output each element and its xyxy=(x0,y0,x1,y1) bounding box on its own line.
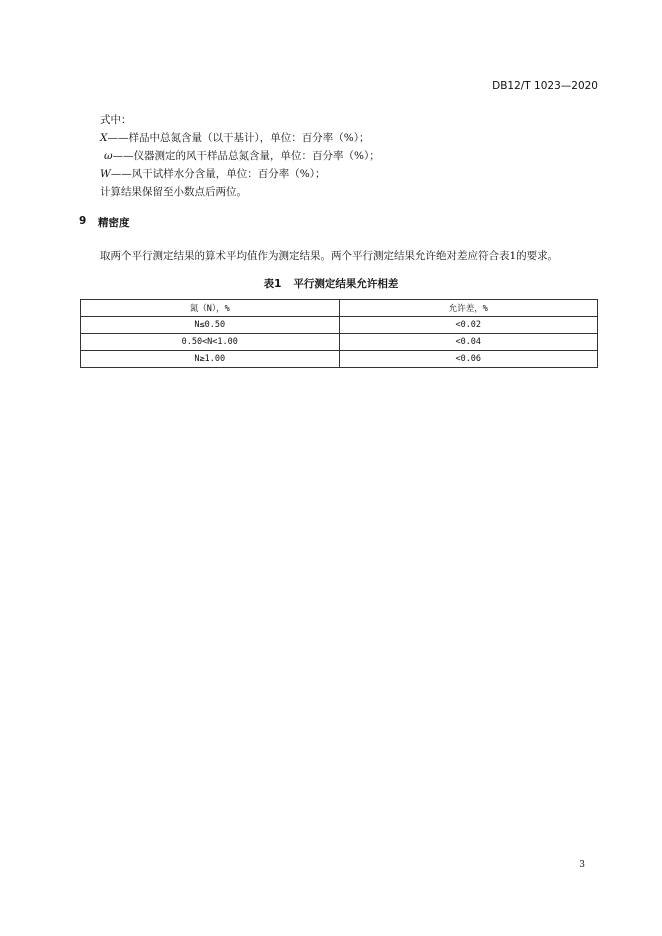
section-paragraph: 取两个平行测定结果的算术平均值作为测定结果。两个平行测定结果允许绝对差应符合表1的要求。 xyxy=(100,250,559,262)
definition-omega xyxy=(104,148,380,163)
formula-intro: 式中： xyxy=(100,114,132,126)
allowed-difference-cell: <0.06 xyxy=(339,351,598,368)
table-caption-label: 表1 xyxy=(263,278,282,290)
page-number: 3 xyxy=(579,860,585,870)
definition-x xyxy=(100,130,369,145)
precision-table xyxy=(80,299,598,368)
section-number: 9 xyxy=(79,215,87,227)
nitrogen-range-cell: N≤0.50 xyxy=(81,317,340,334)
allowed-difference-cell: <0.02 xyxy=(339,317,598,334)
table-row xyxy=(81,334,598,351)
table-caption-title: 平行测定结果允许相差 xyxy=(293,278,399,290)
section-title: 精密度 xyxy=(98,217,130,229)
definition-omega-text: ——仪器测定的风干样品总氮含量，单位：百分率（%）； xyxy=(112,150,380,162)
table-header-row xyxy=(81,300,598,317)
definition-w-text: ——风干试样水分含量，单位：百分率（%）； xyxy=(110,168,326,180)
symbol-omega: ω xyxy=(104,150,113,162)
symbol-w: W xyxy=(100,168,111,180)
standard-code: DB12/T 1023—2020 xyxy=(492,80,598,92)
allowed-difference-cell: <0.04 xyxy=(339,334,598,351)
nitrogen-range-cell: 0.50<N<1.00 xyxy=(81,334,340,351)
table-row xyxy=(81,351,598,368)
definition-x-text: ——样品中总氮含量（以干基计），单位：百分率（%）； xyxy=(107,132,370,144)
header-allowed-difference: 允许差，% xyxy=(339,300,598,317)
symbol-x: X xyxy=(100,132,108,144)
table-row xyxy=(81,317,598,334)
header-nitrogen: 氮（N），% xyxy=(81,300,340,317)
definition-w xyxy=(100,166,326,181)
rounding-note: 计算结果保留至小数点后两位。 xyxy=(100,186,247,198)
nitrogen-range-cell: N≥1.00 xyxy=(81,351,340,368)
table-caption xyxy=(0,276,662,291)
